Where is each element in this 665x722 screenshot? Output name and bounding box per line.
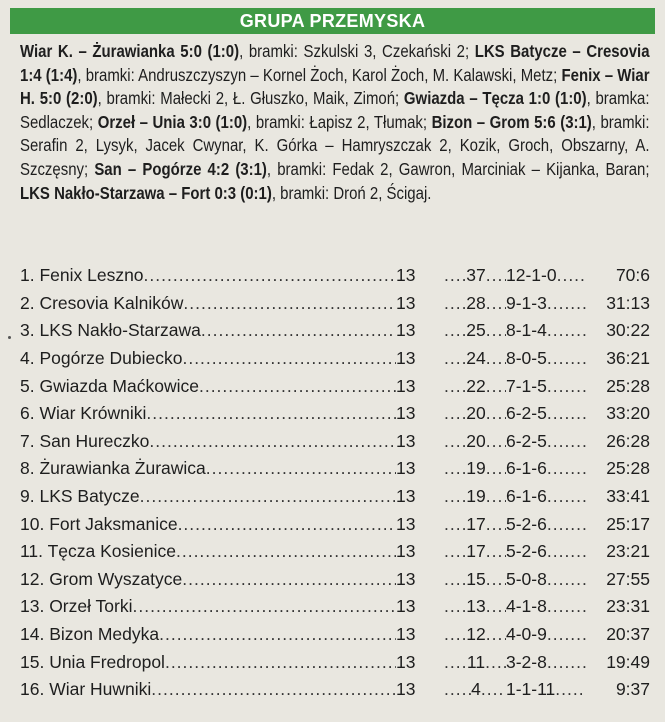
table-row (20, 510, 650, 538)
table-row (20, 593, 650, 621)
goals: 19:49 (586, 652, 650, 673)
leader-dots (486, 514, 508, 535)
leader-dots (144, 265, 410, 286)
match-score: LKS Batycze – Cresovia 1:4 (1:4) (20, 41, 650, 85)
win-draw-loss: 1-1-11 (506, 679, 556, 700)
win-draw-loss: 7-1-5 (506, 375, 547, 396)
points-cell (444, 486, 508, 507)
team-name: 5. Gwiazda Maćkowice (20, 375, 199, 396)
leader-dots (547, 431, 586, 452)
goals: 33:41 (586, 486, 650, 507)
wdl-cell (506, 541, 586, 562)
leader-dots (182, 569, 410, 590)
leader-dots (547, 486, 586, 507)
team-name: 3. LKS Nakło-Starzawa (20, 320, 201, 341)
goals: 25:17 (586, 514, 650, 535)
table-row (20, 621, 650, 649)
wdl-cell (506, 293, 586, 314)
points: 19 (466, 486, 486, 507)
leader-dots (486, 624, 508, 645)
games-played: 13 (396, 679, 440, 700)
leader-dots (547, 403, 586, 424)
leader-dots (444, 320, 466, 341)
points: 15 (466, 568, 486, 589)
points: 20 (466, 430, 486, 451)
games-played: 13 (396, 320, 440, 341)
points: 28 (466, 292, 486, 313)
points-cell (444, 541, 508, 562)
team-cell (20, 458, 410, 479)
games-played: 13 (396, 348, 440, 369)
leader-dots (547, 458, 586, 479)
table-row (20, 455, 650, 483)
win-draw-loss: 5-2-6 (506, 541, 547, 562)
win-draw-loss: 6-2-5 (506, 430, 547, 451)
games-played: 13 (396, 265, 440, 286)
points-cell (444, 679, 508, 700)
leader-dots (486, 541, 508, 562)
leader-dots (176, 541, 410, 562)
leader-dots (547, 320, 586, 341)
match-score: LKS Nakło-Starzawa – Fort 0:3 (0:1) (20, 182, 272, 203)
win-draw-loss: 8-0-5 (506, 348, 547, 369)
leader-dots (547, 569, 586, 590)
points: 17 (466, 541, 486, 562)
wdl-cell (506, 486, 586, 507)
games-played: 13 (396, 596, 440, 617)
leader-dots (199, 376, 410, 397)
leader-dots (486, 486, 508, 507)
leader-dots (149, 431, 410, 452)
leader-dots (146, 403, 410, 424)
match-score: Fenix – Wiar H. 5:0 (2:0) (20, 64, 650, 109)
games-played: 13 (396, 376, 440, 397)
win-draw-loss: 12-1-0 (506, 265, 557, 286)
team-name: 7. San Hureczko (20, 430, 150, 451)
leader-dots (547, 541, 586, 562)
table-row (20, 262, 650, 290)
table-row (20, 400, 650, 428)
match-scorers: , bramki: Andruszczyszyn – Kornel Żoch, Karol Żoch, M. Kalawski, Metz; (77, 64, 562, 85)
leader-dots (444, 652, 467, 673)
team-cell (20, 376, 410, 397)
goals: 23:21 (586, 541, 650, 562)
goals: 20:37 (586, 624, 650, 645)
leader-dots (165, 652, 410, 673)
leader-dots (547, 624, 586, 645)
leader-dots (444, 376, 466, 397)
table-row (20, 290, 650, 318)
team-name: 8. Żurawianka Żurawica (20, 458, 206, 479)
table-row (20, 345, 650, 373)
leader-dots (486, 320, 508, 341)
table-row (20, 648, 650, 676)
win-draw-loss: 4-0-9 (506, 624, 547, 645)
leader-dots (557, 265, 586, 286)
goals: 31:13 (586, 293, 650, 314)
points: 22 (466, 375, 486, 396)
wdl-cell (506, 624, 586, 645)
leader-dots (159, 624, 410, 645)
wdl-cell (506, 320, 586, 341)
team-name: 1. Fenix Leszno (20, 265, 144, 286)
goals: 27:55 (586, 569, 650, 590)
games-played: 13 (396, 652, 440, 673)
points-cell (444, 514, 508, 535)
match-score: Bizon – Grom 5:6 (3:1) (431, 111, 592, 132)
team-cell (20, 624, 410, 645)
team-cell (20, 679, 410, 700)
win-draw-loss: 9-1-3 (506, 292, 547, 313)
leader-dots (486, 458, 508, 479)
team-cell (20, 348, 410, 369)
leader-dots (486, 403, 508, 424)
leader-dots (444, 348, 466, 369)
games-played: 13 (396, 569, 440, 590)
leader-dots (547, 348, 586, 369)
points: 13 (466, 596, 486, 617)
games-played: 13 (396, 431, 440, 452)
team-cell (20, 652, 410, 673)
team-name: 9. LKS Batycze (20, 486, 140, 507)
win-draw-loss: 6-2-5 (506, 403, 547, 424)
leader-dots (201, 320, 410, 341)
wdl-cell (506, 569, 586, 590)
goals: 25:28 (586, 458, 650, 479)
wdl-cell (506, 652, 586, 673)
goals: 70:6 (586, 265, 650, 286)
points-cell (444, 596, 508, 617)
table-row (20, 538, 650, 566)
leader-dots (555, 679, 586, 700)
points: 19 (466, 458, 486, 479)
goals: 33:20 (586, 403, 650, 424)
match-score: San – Pogórze 4:2 (3:1) (94, 158, 267, 179)
match-scorers: , bramki: Łapisz 2, Tłumak; (247, 111, 432, 132)
table-row (20, 483, 650, 511)
leader-dots (178, 514, 410, 535)
win-draw-loss: 5-0-8 (506, 568, 547, 589)
leader-dots (486, 376, 508, 397)
games-played: 13 (396, 624, 440, 645)
points-cell (444, 320, 508, 341)
points-cell (444, 431, 508, 452)
leader-dots (486, 293, 508, 314)
points: 11 (466, 651, 486, 672)
table-row (20, 317, 650, 345)
match-scorers: , bramki: Droń 2, Ścigaj. (271, 182, 432, 203)
win-draw-loss: 5-2-6 (506, 513, 547, 534)
team-cell (20, 541, 410, 562)
points: 12 (466, 624, 486, 645)
leader-dots (547, 293, 586, 314)
team-name: 2. Cresovia Kalników (20, 292, 184, 313)
leader-dots (444, 569, 466, 590)
wdl-cell (506, 596, 586, 617)
wdl-cell (506, 431, 586, 452)
games-played: 13 (396, 403, 440, 424)
leader-dots (444, 403, 466, 424)
team-cell (20, 265, 410, 286)
leader-dots (182, 348, 410, 369)
points: 4 (471, 679, 481, 700)
leader-dots (444, 514, 466, 535)
wdl-cell (506, 403, 586, 424)
wdl-cell (506, 458, 586, 479)
table-row (20, 372, 650, 400)
wdl-cell (506, 265, 586, 286)
match-scorers: , bramka: Sedlaczek; (20, 88, 650, 132)
match-score: Orzeł – Unia 3:0 (1:0) (97, 111, 248, 132)
match-scorers: , bramki: Serafin 2, Lysyk, Jacek Cwynar, K. Górka – Hamryszczak 2, Kozik, Groch, Obszarny, A. Szczęsny; (20, 111, 650, 179)
team-name: 6. Wiar Krówniki (20, 403, 147, 424)
wdl-cell (506, 348, 586, 369)
points-cell (444, 293, 508, 314)
goals: 25:28 (586, 376, 650, 397)
points-cell (444, 569, 508, 590)
win-draw-loss: 6-1-6 (506, 486, 547, 507)
team-cell (20, 596, 410, 617)
points-cell (444, 458, 508, 479)
points: 37 (466, 265, 486, 286)
leader-dots (547, 596, 586, 617)
match-score: Wiar K. – Żurawianka 5:0 (1:0) (20, 41, 240, 61)
goals: 9:37 (586, 679, 650, 700)
table-row (20, 566, 650, 594)
team-name: 12. Grom Wyszatyce (20, 568, 183, 589)
games-played: 13 (396, 514, 440, 535)
leader-dots (547, 376, 586, 397)
team-cell (20, 293, 410, 314)
leader-dots (444, 293, 466, 314)
match-score: Gwiazda – Tęcza 1:0 (1:0) (403, 88, 587, 109)
points: 20 (466, 403, 486, 424)
goals: 23:31 (586, 596, 650, 617)
team-cell (20, 320, 410, 341)
leader-dots (547, 652, 586, 673)
win-draw-loss: 8-1-4 (506, 320, 547, 341)
print-speck (8, 336, 11, 339)
leader-dots (486, 265, 508, 286)
points-cell (444, 652, 508, 673)
wdl-cell (506, 376, 586, 397)
win-draw-loss: 3-2-8 (506, 651, 547, 672)
points: 24 (466, 348, 486, 369)
table-row (20, 428, 650, 456)
team-name: 4. Pogórze Dubiecko (20, 348, 183, 369)
team-name: 10. Fort Jaksmanice (20, 513, 178, 534)
leader-dots (444, 679, 471, 700)
points: 25 (466, 320, 486, 341)
team-cell (20, 569, 410, 590)
leader-dots (133, 596, 411, 617)
leader-dots (486, 569, 508, 590)
games-played: 13 (396, 293, 440, 314)
points-cell (444, 376, 508, 397)
games-played: 13 (396, 458, 440, 479)
win-draw-loss: 6-1-6 (506, 458, 547, 479)
league-table (20, 262, 650, 704)
leader-dots (444, 596, 466, 617)
leader-dots (444, 431, 466, 452)
games-played: 13 (396, 486, 440, 507)
wdl-cell (506, 679, 586, 700)
leader-dots (486, 431, 508, 452)
leader-dots (444, 265, 466, 286)
team-cell (20, 431, 410, 452)
team-cell (20, 403, 410, 424)
win-draw-loss: 4-1-8 (506, 596, 547, 617)
team-cell (20, 514, 410, 535)
team-name: 16. Wiar Huwniki (20, 679, 152, 700)
leader-dots (481, 679, 508, 700)
match-scorers: , bramki: Fedak 2, Gawron, Marciniak – Kijanka, Baran; (266, 158, 650, 179)
team-name: 14. Bizon Medyka (20, 624, 160, 645)
match-results (20, 40, 650, 205)
points-cell (444, 624, 508, 645)
goals: 26:28 (586, 431, 650, 452)
wdl-cell (506, 514, 586, 535)
points-cell (444, 265, 508, 286)
leader-dots (206, 458, 410, 479)
leader-dots (486, 596, 508, 617)
team-name: 11. Tęcza Kosienice (20, 541, 176, 562)
games-played: 13 (396, 541, 440, 562)
team-cell (20, 486, 410, 507)
leader-dots (485, 652, 508, 673)
leader-dots (140, 486, 410, 507)
section-title: GRUPA PRZEMYSKA (239, 10, 426, 31)
match-scorers: , bramki: Szkulski 3, Czekański 2; (239, 41, 475, 61)
leader-dots (486, 348, 508, 369)
leader-dots (444, 624, 466, 645)
table-row (20, 676, 650, 704)
team-name: 13. Orzeł Torki (20, 596, 133, 617)
leader-dots (547, 514, 586, 535)
points: 17 (466, 513, 486, 534)
goals: 30:22 (586, 320, 650, 341)
points-cell (444, 403, 508, 424)
section-header (10, 8, 655, 34)
team-name: 15. Unia Fredropol (20, 651, 165, 672)
leader-dots (444, 541, 466, 562)
points-cell (444, 348, 508, 369)
match-scorers: , bramki: Małecki 2, Ł. Głuszko, Maik, Zimoń; (97, 88, 404, 109)
leader-dots (183, 293, 410, 314)
leader-dots (444, 486, 466, 507)
leader-dots (444, 458, 466, 479)
leader-dots (151, 679, 410, 700)
goals: 36:21 (586, 348, 650, 369)
